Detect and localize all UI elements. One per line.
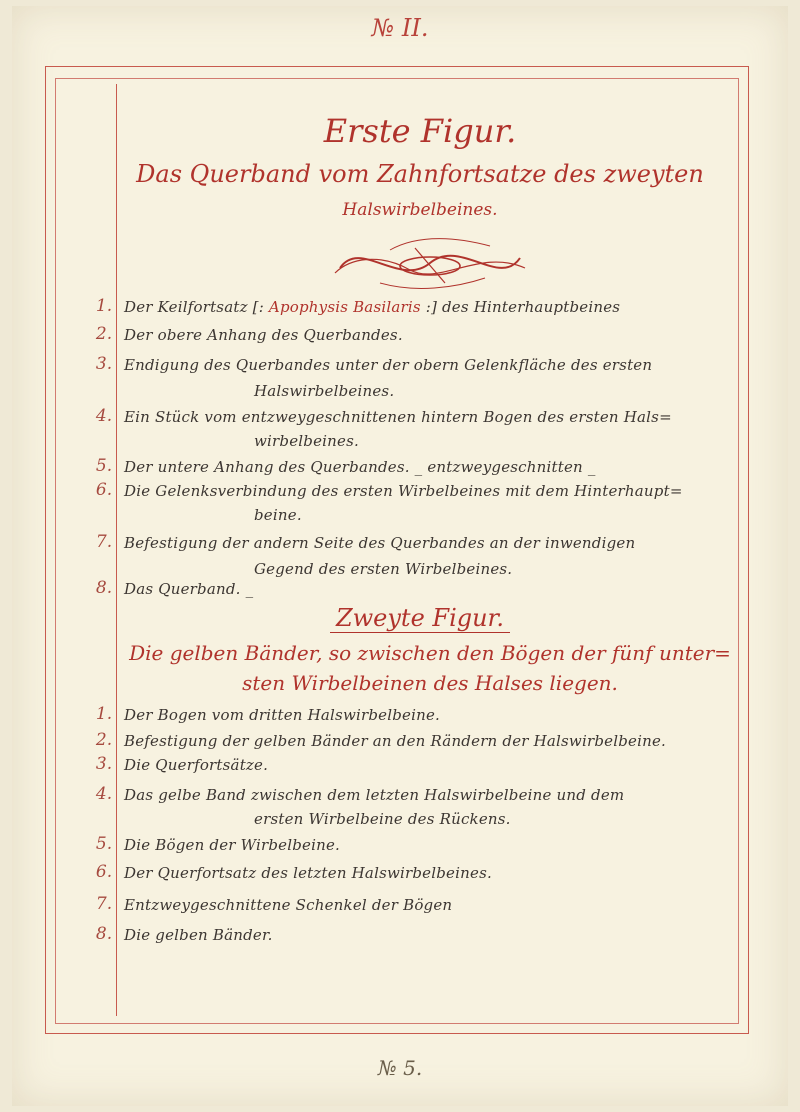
fig1-item-text: Das Querband. _ [124,580,254,598]
fig2-item-number: 4. [95,784,113,804]
fig1-item1-part-c: :] des Hinterhauptbeines [420,298,621,316]
fig2-item-number: 3. [95,754,113,774]
figure1-subtitle-line2: Halswirbelbeines. [342,200,498,220]
fig2-item-text: Die Bögen der Wirbelbeine. [124,836,341,854]
fig2-item-number: 2. [95,730,113,750]
fig2-item-number: 8. [95,924,113,944]
fig1-item-number: 6. [95,480,113,500]
fig1-item1-latin-term: Apophysis Basilaris [268,298,421,316]
figure2-title-text: Zweyte Figur. [330,604,510,633]
fig1-item-number: 8. [95,578,113,598]
fig1-item-continuation: beine. [254,506,302,524]
fig1-item-text: Der untere Anhang des Querbandes. _ entzweygeschnitten _ [124,458,596,476]
page-number: № II. [371,14,429,42]
fig1-item-text: Ein Stück vom entzweygeschnittenen hintern Bogen des ersten Hals= [124,408,672,426]
fig2-item-number: 6. [95,862,113,882]
figure2-subtitle-line1: Die gelben Bänder, so zwischen den Bögen der fünf unter= [129,641,731,665]
fig2-item-text: Befestigung der gelben Bänder an den Rändern der Halswirbelbeine. [124,732,666,750]
fig1-item-text: Befestigung der andern Seite des Querbandes an der inwendigen [124,534,636,552]
fig2-item-number: 5. [95,834,113,854]
fig2-item-text: Die gelben Bänder. [124,926,273,944]
fig2-item-number: 1. [95,704,113,724]
figure1-title: Erste Figur. [323,112,517,150]
fig1-item-number: 2. [95,324,113,344]
calligraphic-flourish-icon [320,228,540,298]
fig2-item-text: Entzweygeschnittene Schenkel der Bögen [124,896,453,914]
fig1-item-text: Der obere Anhang des Querbandes. [124,326,403,344]
fig1-item-text [124,298,734,316]
fig2-item-text: Das gelbe Band zwischen dem letzten Halswirbelbeine und dem [124,786,625,804]
figure2-subtitle-line2: sten Wirbelbeinen des Halses liegen. [242,671,618,695]
fig1-item-text: Die Gelenksverbindung des ersten Wirbelbeines mit dem Hinterhaupt= [124,482,683,500]
fig1-item-continuation: Gegend des ersten Wirbelbeines. [254,560,513,578]
figure2-title [120,604,720,632]
fig1-item-number: 5. [95,456,113,476]
fig1-item-number: 1. [95,296,113,316]
fig2-item-text: Die Querfortsätze. [124,756,269,774]
fig1-item-continuation: wirbelbeines. [254,432,359,450]
figure1-subtitle-line1: Das Querband vom Zahnfortsatze des zweyten [136,160,704,188]
footer-plate-number: № 5. [377,1056,423,1080]
fig1-item1-part-a: Der Keilfortsatz [: [124,298,269,316]
fig2-item-number: 7. [95,894,113,914]
fig2-item-text: Der Querfortsatz des letzten Halswirbelbeines. [124,864,492,882]
figure2-subtitle [120,638,740,698]
fig1-item-text: Endigung des Querbandes unter der obern Gelenkfläche des ersten [124,356,653,374]
fig2-item-continuation: ersten Wirbelbeine des Rückens. [254,810,511,828]
fig1-item-number: 3. [95,354,113,374]
fig2-item-text: Der Bogen vom dritten Halswirbelbeine. [124,706,441,724]
fig1-item-continuation: Halswirbelbeines. [254,382,395,400]
fig1-item-number: 4. [95,406,113,426]
fig1-item-number: 7. [95,532,113,552]
